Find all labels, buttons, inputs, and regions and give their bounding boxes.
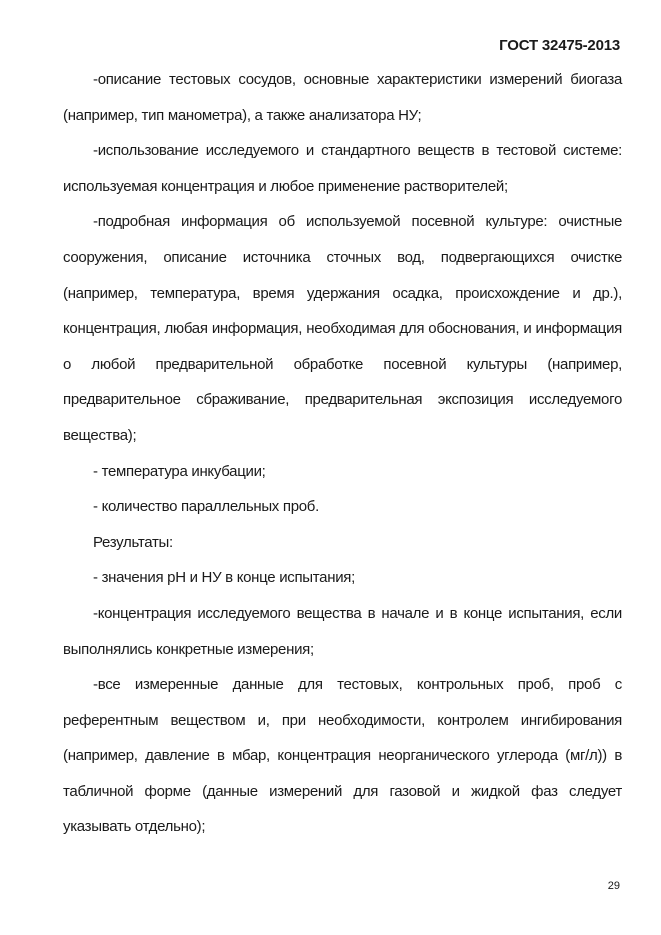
paragraph-ph-values: - значения pH и НУ в конце испытания; bbox=[93, 569, 355, 587]
paragraph-substance-concentration: -концентрация исследуемого вещества в начале и в конце испытания, если выполнялись конкретные измерения; bbox=[63, 604, 622, 658]
paragraph-inoculum-info: -подробная информация об используемой посевной культуре: очистные сооружения, описание источника сточных вод, подвергающихся очистке (например, температура, время удержания осадка, происхождение и др.), концентрация, любая информация, необходимая для обоснования, и информация о любой предварительной обработке посевной культуры (например, предварительное сбраживание, предварительная экспозиция исследуемого вещества); bbox=[63, 213, 622, 444]
page-number: 29 bbox=[607, 880, 620, 892]
paragraph-incubation-temperature: - температура инкубации; bbox=[93, 462, 266, 480]
paragraph-test-vessels: -описание тестовых сосудов, основные характеристики измерений биогаза (например, тип манометра), а также анализатора НУ; bbox=[63, 71, 622, 124]
paragraph-results-heading: Результаты: bbox=[93, 533, 173, 551]
paragraph-replicate-count: - количество параллельных проб. bbox=[93, 498, 319, 516]
paragraph-measured-data: -все измеренные данные для тестовых, контрольных проб, проб с референтным веществом и, при необходимости, контролем ингибирования (например, давление в мбар, концентрация неорганического углерода (мг/л)) в табличной форме (данные измерений для газовой и жидкой фаз следует указывать отдельно); bbox=[63, 676, 622, 836]
paragraph-substances-use: -использование исследуемого и стандартного веществ в тестовой системе: используемая концентрация и любое применение растворителей; bbox=[63, 142, 622, 195]
document-body bbox=[63, 62, 622, 845]
document-standard-id: ГОСТ 32475-2013 bbox=[499, 37, 620, 54]
